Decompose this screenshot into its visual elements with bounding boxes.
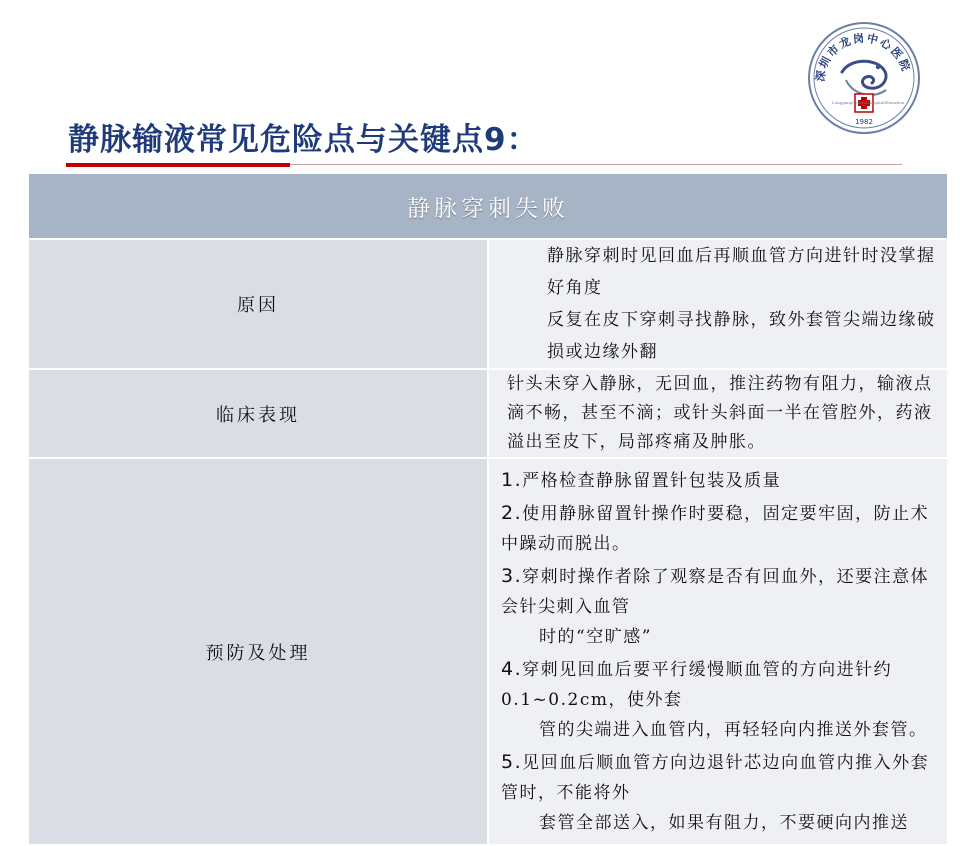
- row-content-prevention: [488, 458, 948, 845]
- risk-table: [27, 172, 949, 846]
- list-item: [501, 654, 933, 745]
- list-item-continuation: 时的“空旷感”: [539, 627, 652, 647]
- row-label-prevention: 预防及处理: [28, 458, 488, 845]
- logo-small-text: LonggangCentralHospitalShenzhen: [832, 100, 905, 105]
- slide-title: 静脉输液常见危险点与关键点9：: [68, 122, 539, 158]
- list-item-text: 穿刺时操作者除了观察是否有回血外，还要注意体会针尖刺入血管: [501, 567, 930, 617]
- cause-line-1: 静脉穿刺时见回血后再顺血管方向进针时没掌握好角度: [547, 246, 936, 298]
- list-item: [501, 747, 933, 838]
- list-item-text: 穿刺见回血后要平行缓慢顺血管的方向进针约0.1~0.2cm，使外套: [501, 660, 893, 710]
- list-item: [501, 498, 933, 559]
- hospital-logo: [806, 20, 922, 136]
- list-item-number: 4.: [501, 658, 523, 680]
- table-row-clinical: [28, 369, 948, 458]
- list-item-text: 见回血后顺血管方向边退针芯边向血管内推入外套管时，不能将外: [501, 753, 930, 803]
- row-content-clinical: [488, 369, 948, 458]
- list-item: [501, 465, 933, 496]
- prevention-list: [489, 459, 947, 844]
- list-item-text: 使用静脉留置针操作时要稳，固定要牢固，防止术中躁动而脱出。: [501, 504, 930, 554]
- list-item: [501, 561, 933, 652]
- logo-arc-text: 深圳市龙岗中心医院: [813, 31, 913, 83]
- table-header: 静脉穿刺失败: [28, 173, 948, 239]
- row-content-cause: [488, 239, 948, 369]
- logo-year: 1982: [855, 118, 873, 126]
- table-row-cause: [28, 239, 948, 369]
- clinical-text: 针头未穿入静脉，无回血，推注药物有阻力，输液点滴不畅，甚至不滴；或针头斜面一半在管腔外，药液溢出至皮下，局部疼痛及肿胀。: [507, 374, 933, 452]
- list-item-number: 5.: [501, 751, 523, 773]
- list-item-text: 严格检查静脉留置针包装及质量: [522, 471, 782, 491]
- title-underline: [66, 163, 902, 167]
- list-item-continuation: 套管全部送入，如果有阻力，不要硬向内推送: [539, 813, 909, 833]
- row-label-clinical: 临床表现: [28, 369, 488, 458]
- list-item-number: 3.: [501, 565, 523, 587]
- cause-line-2: 反复在皮下穿刺寻找静脉，致外套管尖端边缘破损或边缘外翻: [547, 310, 936, 362]
- list-item-number: 1.: [501, 469, 523, 491]
- table-row-prevention: [28, 458, 948, 845]
- list-item-continuation: 管的尖端进入血管内，再轻轻向内推送外套管。: [539, 720, 928, 740]
- list-item-number: 2.: [501, 502, 523, 524]
- row-label-cause: 原因: [28, 239, 488, 369]
